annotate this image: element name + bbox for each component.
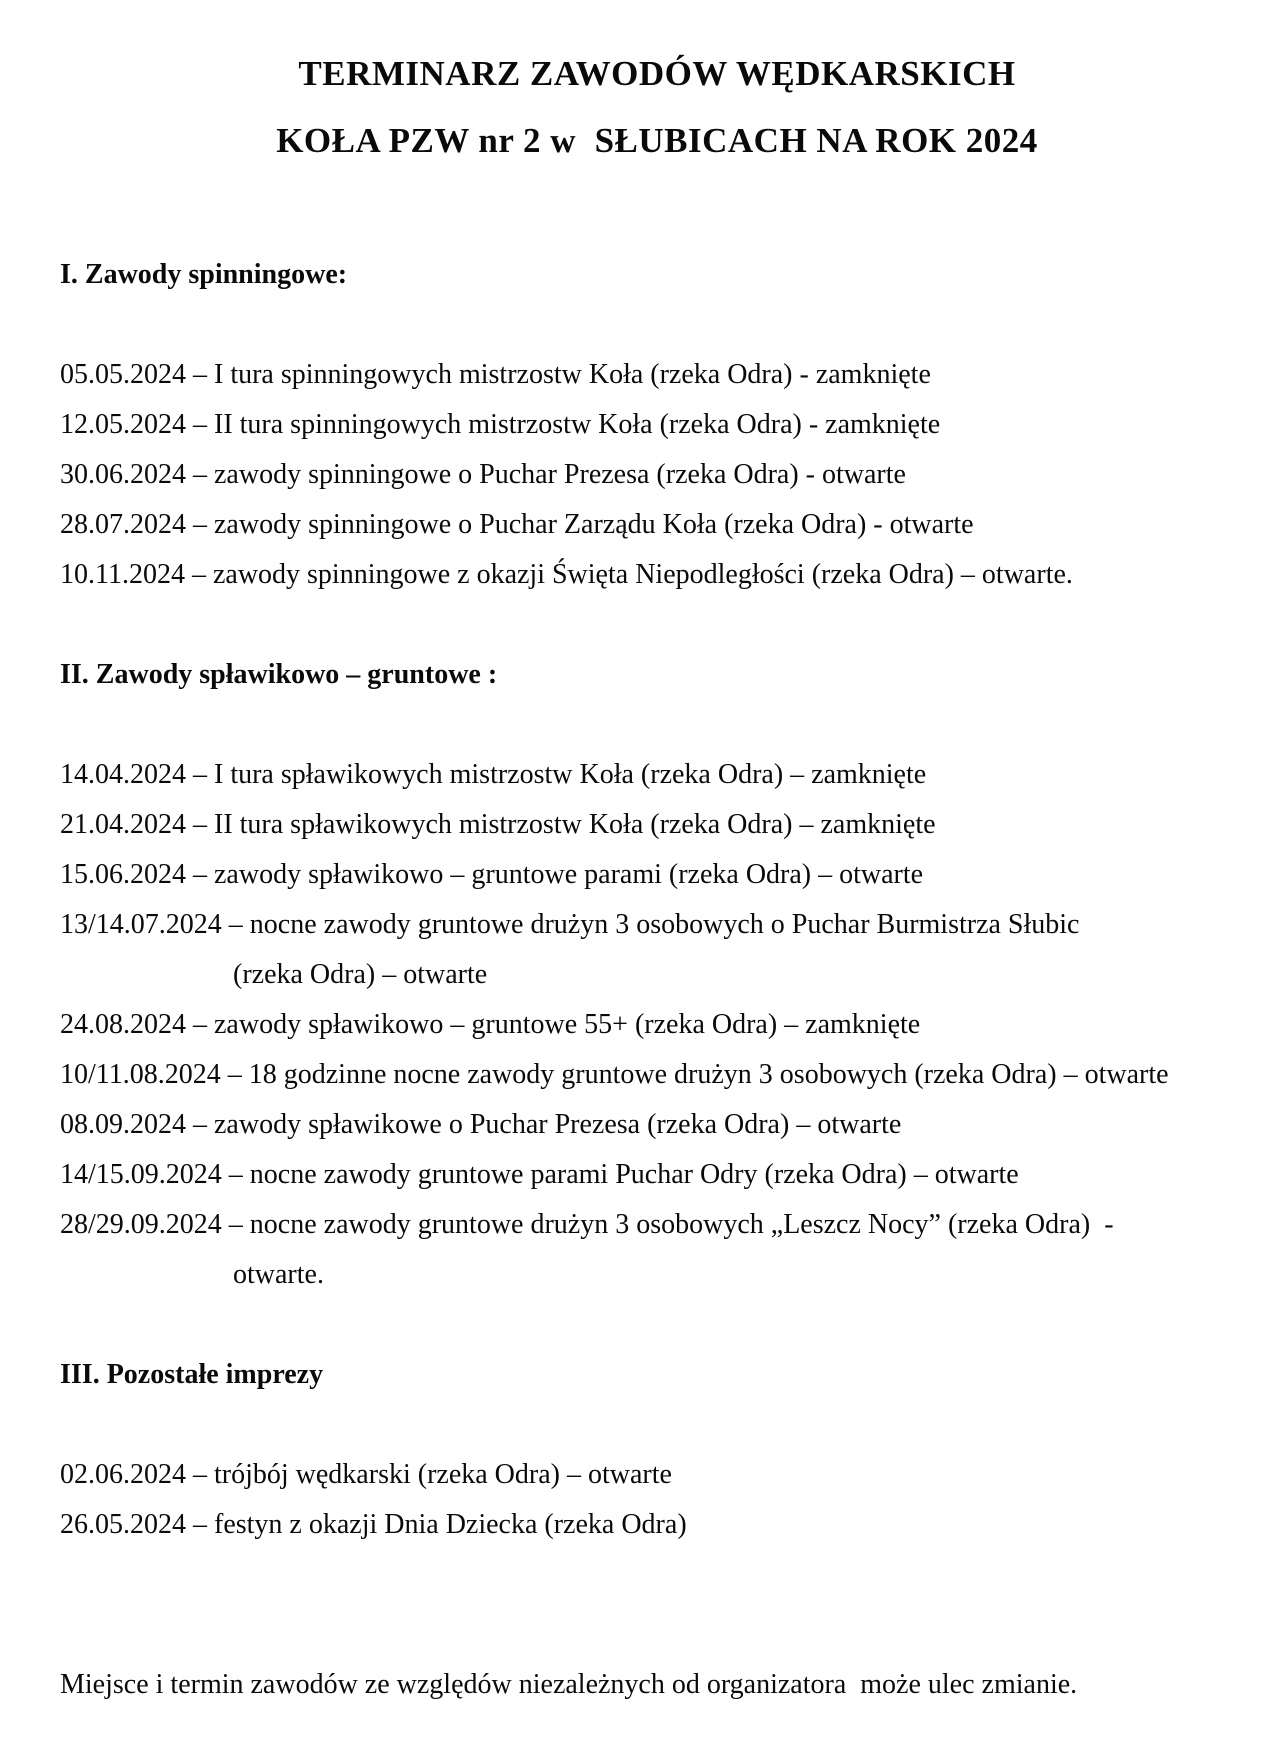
document-title-line2: KOŁA PZW nr 2 w SŁUBICACH NA ROK 2024 (276, 121, 1038, 160)
blank-line (60, 700, 1254, 750)
schedule-line: 14.04.2024 – I tura spławikowych mistrzostw Koła (rzeka Odra) – zamknięte (60, 759, 927, 790)
schedule-line: 15.06.2024 – zawody spławikowo – gruntowe parami (rzeka Odra) – otwarte (60, 859, 924, 890)
section-heading-spinning: I. Zawody spinningowe: (60, 259, 348, 290)
schedule-line: 10.11.2024 – zawody spinningowe z okazji Święta Niepodległości (rzeka Odra) – otwarte. (60, 559, 1073, 590)
schedule-line: 28/29.09.2024 – nocne zawody gruntowe drużyn 3 osobowych „Leszcz Nocy” (rzeka Odra) - (60, 1209, 1114, 1240)
schedule-line-continuation: (rzeka Odra) – otwarte (233, 959, 488, 990)
blank-line (60, 1300, 1254, 1350)
schedule-line: 14/15.09.2024 – nocne zawody gruntowe parami Puchar Odry (rzeka Odra) – otwarte (60, 1159, 1019, 1190)
blank-lines (60, 1550, 1254, 1650)
section-heading-float-ground: II. Zawody spławikowo – gruntowe : (60, 659, 498, 690)
blank-line (60, 600, 1254, 650)
document-title (60, 40, 1254, 174)
schedule-line: 28.07.2024 – zawody spinningowe o Puchar Zarządu Koła (rzeka Odra) - otwarte (60, 509, 974, 540)
schedule-line: 12.05.2024 – II tura spinningowych mistrzostw Koła (rzeka Odra) - zamknięte (60, 409, 941, 440)
schedule-line-continuation: otwarte. (233, 1259, 324, 1290)
section-heading-other-events: III. Pozostałe imprezy (60, 1359, 324, 1390)
footer-note: Miejsce i termin zawodów ze względów niezależnych od organizatora może ulec zmianie. (60, 1669, 1078, 1700)
blank-line (60, 1400, 1254, 1450)
document-title-line1: TERMINARZ ZAWODÓW WĘDKARSKICH (298, 54, 1016, 93)
blank-line (60, 300, 1254, 350)
schedule-line: 13/14.07.2024 – nocne zawody gruntowe drużyn 3 osobowych o Puchar Burmistrza Słubic (60, 909, 1080, 940)
schedule-line: 30.06.2024 – zawody spinningowe o Puchar Prezesa (rzeka Odra) - otwarte (60, 459, 906, 490)
schedule-line: 08.09.2024 – zawody spławikowe o Puchar Prezesa (rzeka Odra) – otwarte (60, 1109, 902, 1140)
schedule-line: 02.06.2024 – trójbój wędkarski (rzeka Odra) – otwarte (60, 1459, 672, 1490)
schedule-line: 26.05.2024 – festyn z okazji Dnia Dziecka (rzeka Odra) (60, 1509, 687, 1540)
schedule-line: 21.04.2024 – II tura spławikowych mistrzostw Koła (rzeka Odra) – zamknięte (60, 809, 936, 840)
schedule-line: 24.08.2024 – zawody spławikowo – gruntowe 55+ (rzeka Odra) – zamknięte (60, 1009, 921, 1040)
schedule-line: 05.05.2024 – I tura spinningowych mistrzostw Koła (rzeka Odra) - zamknięte (60, 359, 931, 390)
schedule-line: 10/11.08.2024 – 18 godzinne nocne zawody gruntowe drużyn 3 osobowych (rzeka Odra) – otwarte (60, 1059, 1169, 1090)
